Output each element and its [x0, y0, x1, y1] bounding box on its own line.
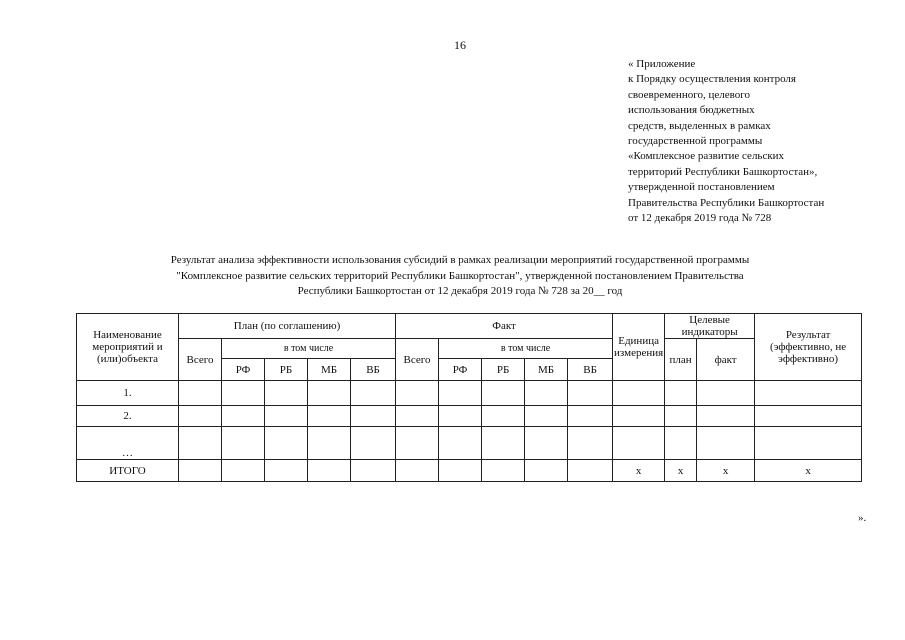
closing-quote: ». [858, 512, 867, 524]
header-indicator-fact: факт [697, 339, 755, 381]
table-cell [179, 460, 222, 482]
header-fact: Факт [396, 314, 613, 339]
table-cell [613, 381, 665, 406]
table-cell [308, 381, 351, 406]
table-cell [222, 427, 265, 460]
table-cell [697, 406, 755, 427]
table-cell [482, 406, 525, 427]
total-indicator-plan: х [665, 460, 697, 482]
table-cell [265, 406, 308, 427]
total-row [77, 460, 862, 482]
appendix-line: «Комплексное развитие сельских [628, 150, 785, 163]
header-fact-rb: РБ [482, 359, 525, 381]
table-cell [308, 427, 351, 460]
total-result: х [755, 460, 862, 482]
table-cell [265, 427, 308, 460]
table-cell [568, 460, 613, 482]
table-cell [665, 427, 697, 460]
total-label: ИТОГО [77, 460, 179, 482]
total-unit: х [613, 460, 665, 482]
header-plan-mb: МБ [308, 359, 351, 381]
row-number: … [77, 427, 179, 460]
header-plan: План (по соглашению) [179, 314, 396, 339]
table-cell [697, 427, 755, 460]
table-cell [179, 381, 222, 406]
appendix-line: территорий Республики Башкортостан», [628, 165, 818, 178]
table-cell [396, 381, 439, 406]
row-number: 1. [77, 381, 179, 406]
appendix-note [628, 57, 898, 226]
header-unit: Единица измерения [613, 314, 665, 381]
table-cell [222, 381, 265, 406]
table-row [77, 406, 862, 427]
appendix-line: своевременного, целевого [628, 88, 750, 101]
header-fact-including: в том числе [439, 339, 613, 359]
table-cell [396, 406, 439, 427]
row-number: 2. [77, 406, 179, 427]
total-indicator-fact: х [697, 460, 755, 482]
table-cell [755, 427, 862, 460]
table-cell [665, 381, 697, 406]
table-cell [265, 381, 308, 406]
appendix-line: использования бюджетных [628, 104, 755, 117]
header-plan-including: в том числе [222, 339, 396, 359]
header-plan-vb: ВБ [351, 359, 396, 381]
table-cell [482, 460, 525, 482]
appendix-line: от 12 декабря 2019 года № 728 [628, 212, 772, 225]
table-cell [351, 381, 396, 406]
page-number: 16 [454, 38, 466, 52]
header-plan-rf: РФ [222, 359, 265, 381]
header-fact-total: Всего [396, 339, 439, 381]
appendix-line: средств, выделенных в рамках [628, 119, 771, 132]
table-cell [568, 381, 613, 406]
table-cell [697, 381, 755, 406]
table-cell [179, 406, 222, 427]
table-cell [265, 460, 308, 482]
table-cell [308, 460, 351, 482]
table-cell [525, 406, 568, 427]
appendix-line: « Приложение [628, 58, 696, 70]
title-line: "Комплексное развитие сельских территорий Республики Башкортостан", утвержденной постановлением Правительства [176, 269, 744, 282]
table-cell [525, 460, 568, 482]
table-cell [439, 427, 482, 460]
appendix-line: государственной программы [628, 135, 763, 148]
table-cell [222, 460, 265, 482]
table-cell [568, 406, 613, 427]
table-cell [351, 460, 396, 482]
table-cell [439, 460, 482, 482]
title-line: Результат анализа эффективности использования субсидий в рамках реализации мероприятий государственной программы [170, 254, 750, 266]
table-cell [351, 406, 396, 427]
header-fact-vb: ВБ [568, 359, 613, 381]
table-cell [613, 427, 665, 460]
appendix-line: утвержденной постановлением [628, 181, 775, 194]
table-cell [396, 460, 439, 482]
header-indicators: Целевые индикаторы [665, 314, 755, 339]
header-fact-mb: МБ [525, 359, 568, 381]
title-line: Республики Башкортостан от 12 декабря 2019 года № 728 за 20__ год [297, 285, 623, 297]
table-row [77, 427, 862, 460]
table-cell [308, 406, 351, 427]
table-cell [665, 406, 697, 427]
table-cell [351, 427, 396, 460]
header-indicator-plan: план [665, 339, 697, 381]
header-name: Наименование мероприятий и (или)объекта [77, 314, 179, 381]
table-cell [482, 381, 525, 406]
table-cell [525, 381, 568, 406]
table-cell [222, 406, 265, 427]
table-cell [613, 406, 665, 427]
appendix-line: к Порядку осуществления контроля [628, 73, 796, 86]
header-fact-rf: РФ [439, 359, 482, 381]
table-cell [482, 427, 525, 460]
header-plan-rb: РБ [265, 359, 308, 381]
table-cell [439, 381, 482, 406]
table-cell [525, 427, 568, 460]
table-cell [396, 427, 439, 460]
table-row [77, 381, 862, 406]
table-cell [439, 406, 482, 427]
appendix-line: Правительства Республики Башкортостан [628, 196, 825, 209]
table-cell [568, 427, 613, 460]
report-table [76, 313, 862, 482]
document-title [60, 253, 860, 300]
table-cell [179, 427, 222, 460]
header-result: Результат (эффективно, не эффективно) [755, 314, 862, 381]
table-cell [755, 406, 862, 427]
header-plan-total: Всего [179, 339, 222, 381]
table-cell [755, 381, 862, 406]
